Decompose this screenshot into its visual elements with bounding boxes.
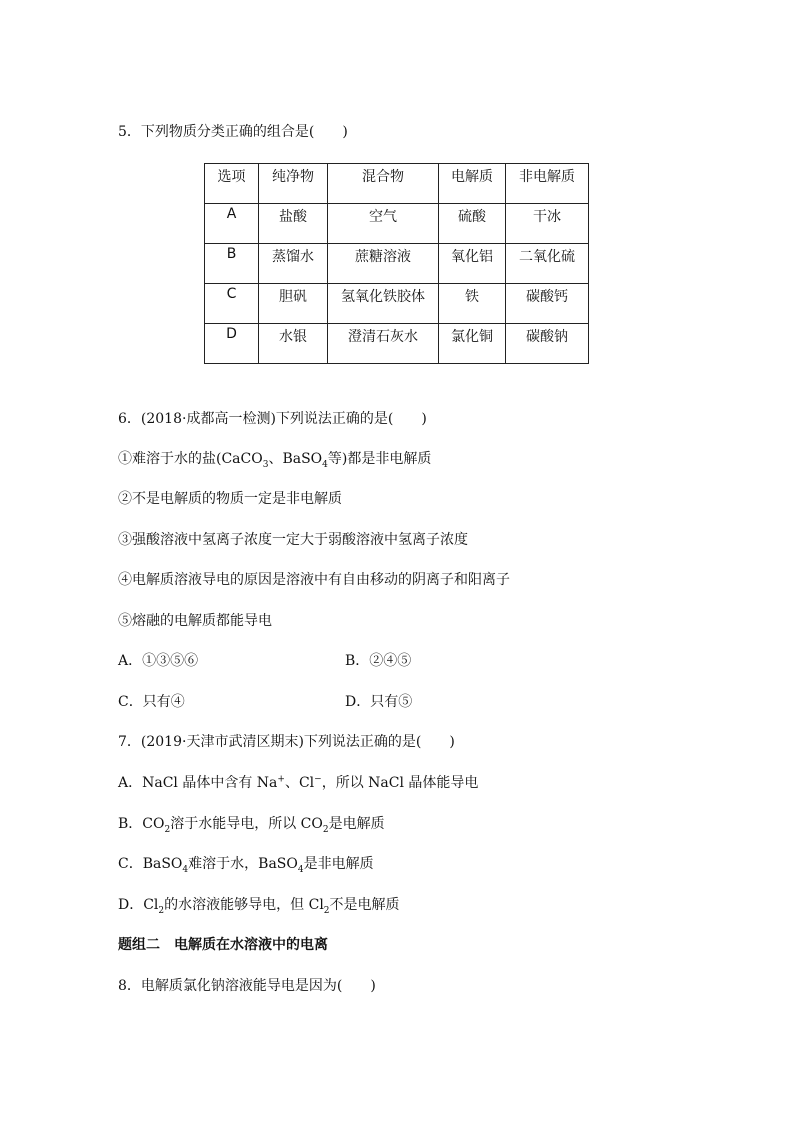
table-cell: 盐酸	[259, 204, 328, 244]
q7-a-text: 、Cl	[284, 775, 315, 791]
q7-b-text: 溶于水能导电，所以 CO	[170, 816, 323, 832]
q7-d-subscript: 2	[158, 905, 165, 916]
table-row	[205, 324, 589, 364]
q7-option-d	[118, 895, 400, 915]
table-cell: 澄清石灰水	[328, 324, 439, 364]
q7-a-superscript: −	[314, 774, 322, 785]
q7-option-b	[118, 814, 385, 834]
q7-c-text: 是非电解质	[303, 856, 374, 872]
table-cell: 碳酸钙	[506, 284, 589, 324]
q7-c-subscript: 4	[297, 864, 304, 875]
q7-c-text: 难溶于水，BaSO	[188, 856, 298, 872]
table-cell: 二氧化硫	[506, 244, 589, 284]
q7-c-text: C．BaSO	[118, 856, 183, 872]
table-row	[205, 284, 589, 324]
q7-d-text: 不是电解质	[329, 897, 400, 913]
table-cell: 氧化铝	[439, 244, 506, 284]
q6-statement-2: ②不是电解质的物质一定是非电解质	[118, 491, 342, 507]
q7-d-text: D．Cl	[118, 897, 159, 913]
table-cell: 硫酸	[439, 204, 506, 244]
table-header: 非电解质	[506, 164, 589, 204]
q7-stem: 7．(2019·天津市武清区期末)下列说法正确的是( )	[118, 734, 455, 750]
q6-option-c: C．只有④	[118, 694, 185, 710]
table-cell: 胆矾	[259, 284, 328, 324]
table-cell: B	[205, 244, 259, 284]
q6-s1-text: 等)都是非电解质	[327, 451, 432, 467]
table-cell: 铁	[439, 284, 506, 324]
table-cell: 氯化铜	[439, 324, 506, 364]
q6-s1-text: ①难溶于水的盐(CaCO	[118, 451, 263, 467]
q7-a-text: ，所以 NaCl 晶体能导电	[321, 775, 479, 791]
table-header: 混合物	[328, 164, 439, 204]
q7-d-subscript: 2	[323, 905, 330, 916]
table-header-row	[205, 164, 589, 204]
q7-a-text: A．NaCl 晶体中含有 Na	[118, 775, 278, 791]
table-cell: 水银	[259, 324, 328, 364]
q6-statement-3: ③强酸溶液中氢离子浓度一定大于弱酸溶液中氢离子浓度	[118, 532, 468, 548]
q8-stem: 8．电解质氯化钠溶液能导电是因为( )	[118, 978, 376, 994]
q7-d-text: 的水溶液能够导电，但 Cl	[164, 897, 324, 913]
q6-option-d: D．只有⑤	[345, 694, 413, 710]
q6-option-a: A．①③⑤⑥	[118, 653, 199, 669]
classification-table	[204, 163, 589, 364]
q6-statement-4: ④电解质溶液导电的原因是溶液中有自由移动的阴离子和阳离子	[118, 572, 510, 588]
table-cell: 蒸馏水	[259, 244, 328, 284]
q7-c-subscript: 4	[182, 864, 189, 875]
table-cell: D	[205, 324, 259, 364]
table-cell: 空气	[328, 204, 439, 244]
table-header: 电解质	[439, 164, 506, 204]
q6-statement-5: ⑤熔融的电解质都能导电	[118, 613, 272, 629]
table-cell: 碳酸钠	[506, 324, 589, 364]
table-cell: 氢氧化铁胶体	[328, 284, 439, 324]
table-row	[205, 204, 589, 244]
q6-option-b: B．②④⑤	[345, 653, 412, 669]
table-cell: 干冰	[506, 204, 589, 244]
q7-b-subscript: 2	[322, 824, 329, 835]
q7-b-text: 是电解质	[328, 816, 385, 832]
q6-stem: 6．(2018·成都高一检测)下列说法正确的是( )	[118, 411, 427, 427]
q7-option-a	[118, 773, 478, 793]
q7-b-subscript: 2	[164, 824, 171, 835]
q5-stem: 5．下列物质分类正确的组合是( )	[118, 124, 348, 140]
table-cell: C	[205, 284, 259, 324]
q7-option-c	[118, 854, 374, 874]
q7-a-superscript: +	[277, 774, 285, 785]
q6-s1-subscript: 3	[262, 459, 269, 470]
section-title: 题组二 电解质在水溶液中的电离	[118, 937, 328, 953]
q6-s1-text: 、BaSO	[268, 451, 323, 467]
table-cell: 蔗糖溶液	[328, 244, 439, 284]
table-cell: A	[205, 204, 259, 244]
table-header: 选项	[205, 164, 259, 204]
table-row	[205, 244, 589, 284]
q6-s1-subscript: 4	[322, 459, 328, 470]
q6-statement-1	[118, 449, 431, 469]
table-header: 纯净物	[259, 164, 328, 204]
q7-b-text: B．CO	[118, 816, 165, 832]
